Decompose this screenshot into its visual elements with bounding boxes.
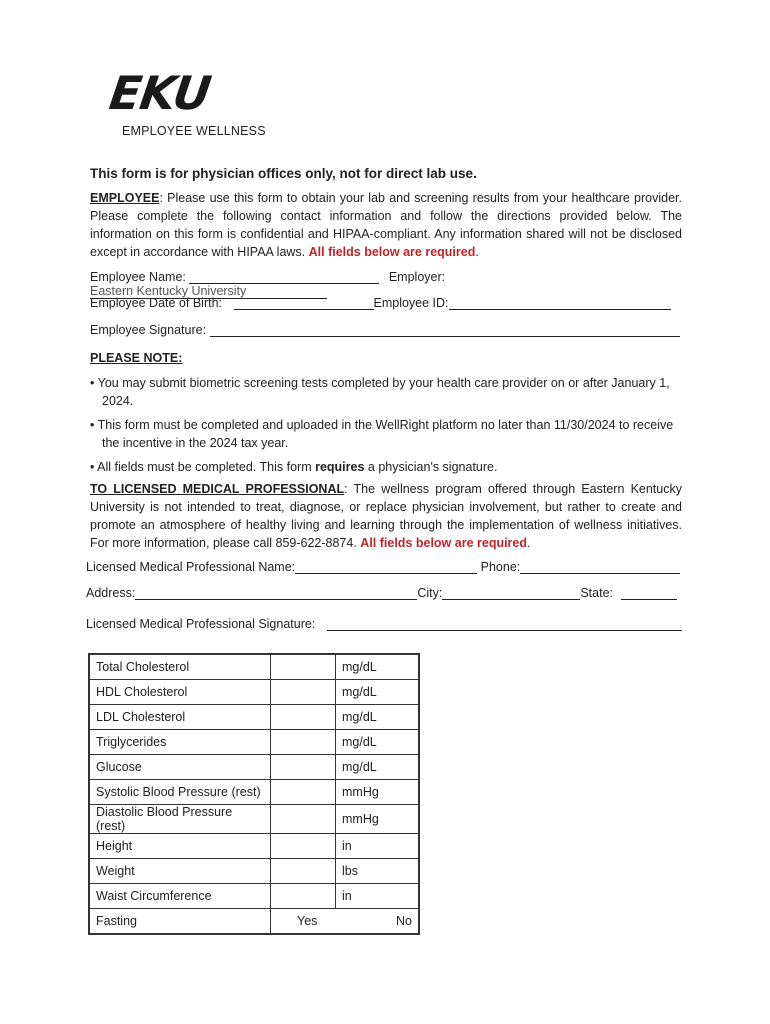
professional-signature-field[interactable] — [327, 617, 682, 631]
lab-value-field[interactable] — [271, 705, 336, 730]
lab-value-field[interactable] — [271, 884, 336, 909]
employee-name-label: Employee Name: — [90, 270, 186, 284]
lab-row — [89, 705, 419, 730]
lab-unit: in — [336, 884, 420, 909]
lab-test-name: Height — [89, 834, 271, 859]
lab-unit: lbs — [336, 859, 420, 884]
employee-intro — [90, 189, 682, 261]
lab-test-name: Triglycerides — [89, 730, 271, 755]
employee-signature-field[interactable] — [210, 323, 680, 337]
lab-row — [89, 654, 419, 680]
lab-value-field[interactable] — [271, 859, 336, 884]
professional-intro — [90, 480, 682, 552]
lab-test-name: LDL Cholesterol — [89, 705, 271, 730]
lab-row — [89, 755, 419, 780]
logo-mark: EKU — [106, 66, 214, 120]
lab-test-name: HDL Cholesterol — [89, 680, 271, 705]
lab-value-field[interactable] — [271, 755, 336, 780]
period: . — [475, 245, 479, 259]
state-field[interactable] — [621, 586, 677, 600]
lab-test-name: Diastolic Blood Pressure (rest) — [89, 805, 271, 834]
fasting-yes-option[interactable]: Yes — [297, 914, 318, 928]
please-note-title: PLEASE NOTE: — [90, 351, 183, 365]
employee-name-field[interactable] — [189, 270, 379, 284]
lab-row — [89, 884, 419, 909]
professional-label: TO LICENSED MEDICAL PROFESSIONAL — [90, 482, 345, 496]
address-field[interactable] — [135, 586, 417, 600]
employee-id-field[interactable] — [449, 296, 671, 310]
lab-test-name: Glucose — [89, 755, 271, 780]
lab-value-field[interactable] — [271, 780, 336, 805]
city-field[interactable] — [442, 586, 580, 600]
lab-row — [89, 680, 419, 705]
employee-dob-row — [90, 296, 682, 314]
professional-intro-text: : The wellness program offered through Eastern Kentucky University is not intended to treat, diagnose, or replace physician involvement, but rather to create and promote an atmosphere of healthy living and learning through the implementation of wellness initiatives. For more information, please call 859-622-8874. — [90, 482, 682, 550]
employee-dob-field[interactable] — [234, 296, 374, 310]
lab-row — [89, 780, 419, 805]
employee-signature-row — [90, 323, 682, 341]
lab-row — [89, 805, 419, 834]
professional-name-label: Licensed Medical Professional Name: — [86, 560, 296, 574]
lab-value-field[interactable] — [271, 730, 336, 755]
lab-test-name: Waist Circumference — [89, 884, 271, 909]
lab-unit: mg/dL — [336, 755, 420, 780]
required-notice: All fields below are required — [360, 536, 528, 550]
fasting-row — [89, 909, 419, 935]
lab-value-field[interactable] — [271, 834, 336, 859]
required-notice: All fields below are required — [308, 245, 476, 259]
lab-unit: mg/dL — [336, 654, 420, 680]
note-text: You may submit biometric screening tests completed by your health care provider on or after January 1, 2024. — [97, 376, 670, 408]
note-text: All fields must be completed. This form — [97, 460, 316, 474]
lab-unit: mg/dL — [336, 705, 420, 730]
employee-dob-label: Employee Date of Birth: — [90, 296, 223, 310]
period: . — [527, 536, 531, 550]
state-label: State: — [580, 586, 614, 600]
address-label: Address: — [86, 586, 136, 600]
lab-unit: mmHg — [336, 780, 420, 805]
lab-row — [89, 834, 419, 859]
employer-field[interactable]: Eastern Kentucky University — [90, 284, 327, 299]
note-emphasis: requires — [315, 460, 365, 474]
lab-value-field[interactable] — [271, 654, 336, 680]
lab-test-name: Weight — [89, 859, 271, 884]
professional-signature-row — [86, 617, 682, 635]
employee-intro-text: : Please use this form to obtain your lab and screening results from your healthcare provider. Please complete the following contact information and follow the directions provided below. The information on this form is confidential and HIPAA-compliant. Any information shared will not be disclosed except in accordance with HIPAA laws. — [90, 191, 682, 259]
lab-test-name: Total Cholesterol — [89, 654, 271, 680]
note-text: This form must be completed and uploaded in the WellRight platform no later than 11/30/2024 to receive the incentive in the 2024 tax year. — [97, 418, 674, 450]
lab-unit: mmHg — [336, 805, 420, 834]
city-label: City: — [417, 586, 443, 600]
lab-unit: in — [336, 834, 420, 859]
note-text: a physician's signature. — [364, 460, 498, 474]
lab-results-table — [88, 653, 420, 935]
fasting-options — [271, 909, 420, 935]
employee-signature-label: Employee Signature: — [90, 323, 207, 337]
professional-name-row — [86, 560, 682, 578]
lab-test-name: Systolic Blood Pressure (rest) — [89, 780, 271, 805]
lab-unit: mg/dL — [336, 730, 420, 755]
fasting-no-option[interactable]: No — [396, 914, 412, 928]
fasting-label: Fasting — [89, 909, 271, 935]
phone-field[interactable] — [520, 560, 680, 574]
employee-label: EMPLOYEE — [90, 191, 160, 205]
professional-signature-label: Licensed Medical Professional Signature: — [86, 617, 316, 631]
phone-label: Phone: — [480, 560, 521, 574]
employee-id-label: Employee ID: — [373, 296, 449, 310]
employee-name-row — [90, 270, 682, 298]
eku-logo — [106, 66, 280, 138]
note-bullet-3: • All fields must be completed. This form requires a physician's signature. — [90, 460, 498, 474]
logo-subtitle: EMPLOYEE WELLNESS — [122, 124, 266, 138]
lab-row — [89, 859, 419, 884]
lab-value-field[interactable] — [271, 805, 336, 834]
lab-unit: mg/dL — [336, 680, 420, 705]
note-bullet-2: • This form must be completed and uploaded in the WellRight platform no later than 11/30/2024 to receive the incentive in the 2024 tax year. — [90, 418, 674, 450]
note-bullet-1: • You may submit biometric screening tests completed by your health care provider on or after January 1, 2024. — [90, 376, 670, 408]
lab-value-field[interactable] — [271, 680, 336, 705]
employer-label: Employer: — [388, 270, 446, 284]
address-row — [86, 586, 682, 604]
form-heading: This form is for physician offices only, not for direct lab use. — [90, 166, 477, 181]
professional-name-field[interactable] — [295, 560, 477, 574]
lab-row — [89, 730, 419, 755]
